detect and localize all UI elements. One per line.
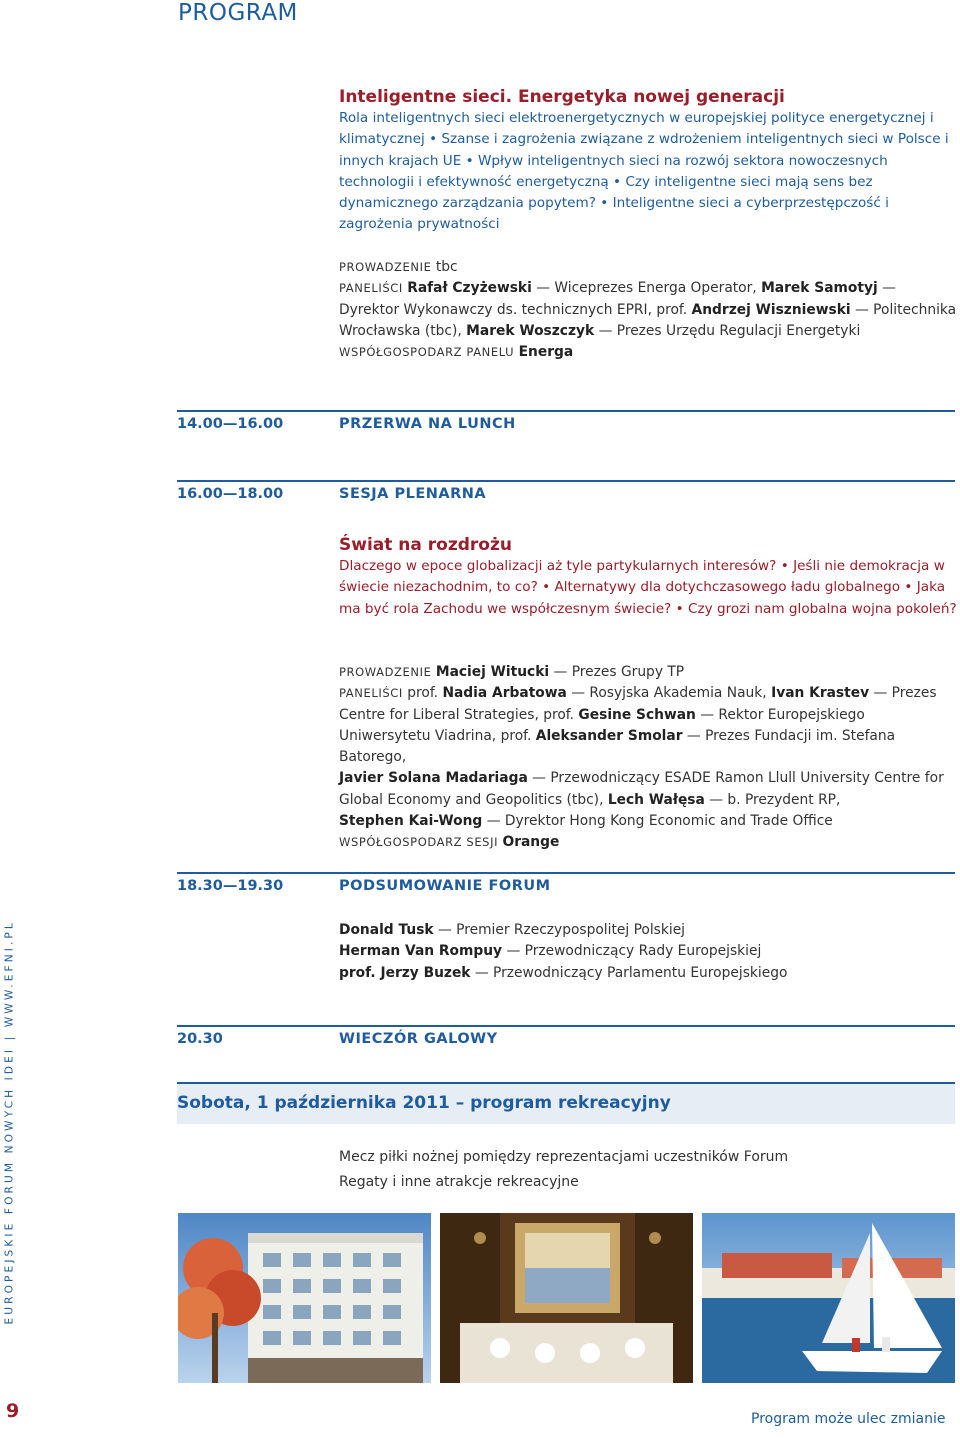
panelist-name: Stephen Kai-Wong [339, 813, 483, 830]
speaker-name: Donald Tusk [339, 922, 434, 938]
page-title: PROGRAM [178, 0, 298, 26]
recreation-item: Mecz piłki nożnej pomiędzy reprezentacjami uczestników Forum [339, 1149, 789, 1165]
cohost-name: Orange [502, 834, 560, 851]
speaker-role: — Przewodniczący Rady Europejskiej [506, 943, 762, 960]
divider [177, 410, 955, 412]
panelist-role: — Dyrektor Wykonawczy ds. technicznych EPRI, prof. [339, 280, 896, 318]
panelist-name: Andrzej Wiszniewski [691, 301, 851, 318]
footer-note: Program może ulec zmianie [751, 1411, 946, 1427]
panelist-prefix: prof. [407, 685, 439, 702]
topic: Czy grozi nam globalna wojna pokoleń? [687, 600, 957, 617]
moderator-name: tbc [435, 259, 458, 275]
panelist-name: Nadia Arbatowa [442, 685, 567, 702]
lunch-label: PRZERWA NA LUNCH [339, 416, 516, 432]
moderator-role: — Prezes Grupy TP [553, 664, 685, 680]
moderator-name: Maciej Witucki [435, 664, 550, 680]
divider [177, 872, 955, 874]
page-number: 9 [6, 1400, 20, 1422]
session-topics: Dlaczego w epoce globalizacji aż tyle partykularnych interesów? • Jeśli nie demokracja w świecie niezachodnim, to co? • Alternatywy dla dotychczasowego ładu globalnego • Jaka ma być rola Zachodu we współczesnym świecie? • Czy grozi nam globalna wojna pokoleń? [339, 558, 957, 617]
topic: Jaka ma być rola Zachodu we współczesnym świecie? [339, 579, 946, 617]
gala-label: WIECZÓR GALOWY [339, 1031, 498, 1047]
recreation-item: Regaty i inne atrakcje rekreacyjne [339, 1173, 579, 1190]
speaker-line [339, 963, 959, 984]
cohost-line [339, 832, 959, 853]
speaker-name: Herman Van Rompuy [339, 943, 503, 960]
panelist-name: Lech Wałęsa [607, 791, 705, 808]
cohost-line [339, 342, 959, 363]
topic: Wpływ inteligentnych sieci na rozwój sektora nowoczesnych technologii i efektywność energetyczną [339, 152, 888, 190]
speaker-line [339, 920, 959, 941]
cohost-name: Energa [518, 344, 574, 361]
hotel-building-photo [178, 1213, 431, 1383]
side-banner: EUROPEJSKIE FORUM NOWYCH IDEI | WWW.EFNI.PL [3, 920, 16, 1325]
session-topics: Rola inteligentnych sieci elektroenergetycznych w europejskiej polityce energetycznej i klimatycznej • Szanse i zagrożenia związane z wdrożeniem inteligentnych sieci w Polsce i innych krajach UE • Wpływ inteligentnych sieci na rozwój sektora nowoczesnych technologii i efektywność energetyczną • Czy inteligentne sieci mają sens bez dynamicznego zarządzania popytem? • Inteligentne sieci a cyberprzestępczość i zagrożenia prywatności [339, 110, 949, 233]
session-smart-grids-people [339, 257, 959, 363]
summary-speakers [339, 920, 959, 984]
panelist-role: — Prezes Urzędu Regulacji Energetyki [598, 322, 861, 339]
panelist-name: Rafał Czyżewski [407, 280, 532, 297]
plenary-time: 16.00—18.00 [177, 486, 284, 502]
panelist-role: — Prezes Centre for Liberal Strategies, prof. [339, 685, 937, 723]
topic: Jeśli nie demokracja w świecie niezachodnim, to co? [339, 558, 945, 596]
topic: Inteligentne sieci a cyberprzestępczość i zagrożenia prywatności [339, 195, 889, 233]
session-title: Inteligentne sieci. Energetyka nowej generacji [339, 87, 785, 107]
speaker-line [339, 941, 959, 962]
panelist-name: Marek Woszczyk [466, 322, 595, 339]
panelist-role: — Wiceprezes Energa Operator, [536, 280, 757, 297]
panelist-role: — Politechnika Wrocławska (tbc), [339, 301, 957, 339]
moderator-line [339, 662, 959, 683]
moderator-line [339, 257, 959, 278]
speaker-role: — Przewodniczący Parlamentu Europejskiego [474, 964, 788, 981]
panelist-name: Javier Solana Madariaga [339, 770, 528, 787]
summary-label: PODSUMOWANIE FORUM [339, 878, 551, 894]
divider [177, 480, 955, 482]
panelist-name: Ivan Krastev [771, 685, 870, 702]
panelist-role: — Prezes Fundacji im. Stefana Batorego, [339, 727, 896, 766]
panelists-line [339, 683, 959, 832]
panelists-line [339, 278, 959, 342]
restaurant-interior-photo [440, 1213, 693, 1383]
panelist-name: Aleksander Smolar [535, 727, 683, 744]
gala-time: 20.30 [177, 1031, 223, 1047]
session-plenary [339, 534, 959, 620]
panelist-role: — b. Prezydent RP, [709, 791, 841, 808]
session-smart-grids [339, 86, 959, 236]
saturday-program [339, 1145, 959, 1194]
panelist-role: — Dyrektor Hong Kong Economic and Trade Office [486, 813, 833, 830]
panelists-label: PANELIŚCI [339, 686, 403, 701]
summary-time: 18.30—19.30 [177, 878, 284, 894]
panelist-role: — Rosyjska Akademia Nauk, [571, 685, 767, 702]
sailing-regatta-photo [702, 1213, 955, 1383]
saturday-title: Sobota, 1 października 2011 – program rekreacyjny [177, 1093, 671, 1113]
topic: Czy inteligentne sieci mają sens bez dynamicznego zarządzania popytem? [339, 173, 873, 212]
panelist-name: Gesine Schwan [578, 706, 696, 723]
lunch-time: 14.00—16.00 [177, 416, 284, 432]
topic: Alternatywy dla dotychczasowego ładu globalnego [554, 579, 901, 596]
panelists-label: PANELIŚCI [339, 281, 403, 296]
plenary-label: SESJA PLENARNA [339, 486, 487, 502]
speaker-role: — Premier Rzeczypospolitej Polskiej [437, 922, 686, 938]
topic: Rola inteligentnych sieci elektroenergetycznych w europejskiej polityce energetycznej i klimatycznej [339, 110, 934, 148]
topic: Dlaczego w epoce globalizacji aż tyle partykularnych interesów? [339, 558, 777, 574]
session-title: Świat na rozdrożu [339, 535, 512, 555]
saturday-band [177, 1082, 955, 1124]
panelist-role: — Przewodniczący ESADE Ramon Llull University Centre for Global Economy and Geopolitics (tbc), [339, 770, 944, 808]
cohost-label: WSPÓŁGOSPODARZ PANELU [339, 345, 515, 360]
speaker-name: prof. Jerzy Buzek [339, 964, 471, 981]
panelist-name: Marek Samotyj [761, 280, 878, 297]
moderator-label: PROWADZENIE [339, 665, 432, 679]
cohost-label: WSPÓŁGOSPODARZ SESJI [339, 835, 499, 850]
session-plenary-people [339, 662, 959, 854]
moderator-label: PROWADZENIE [339, 260, 432, 274]
topic: Szanse i zagrożenia związane z wdrożeniem inteligentnych sieci w Polsce i innych krajach UE [339, 131, 949, 169]
divider [177, 1025, 955, 1027]
panelist-role: — Rektor Europejskiego Uniwersytetu Viadrina, prof. [339, 706, 865, 744]
